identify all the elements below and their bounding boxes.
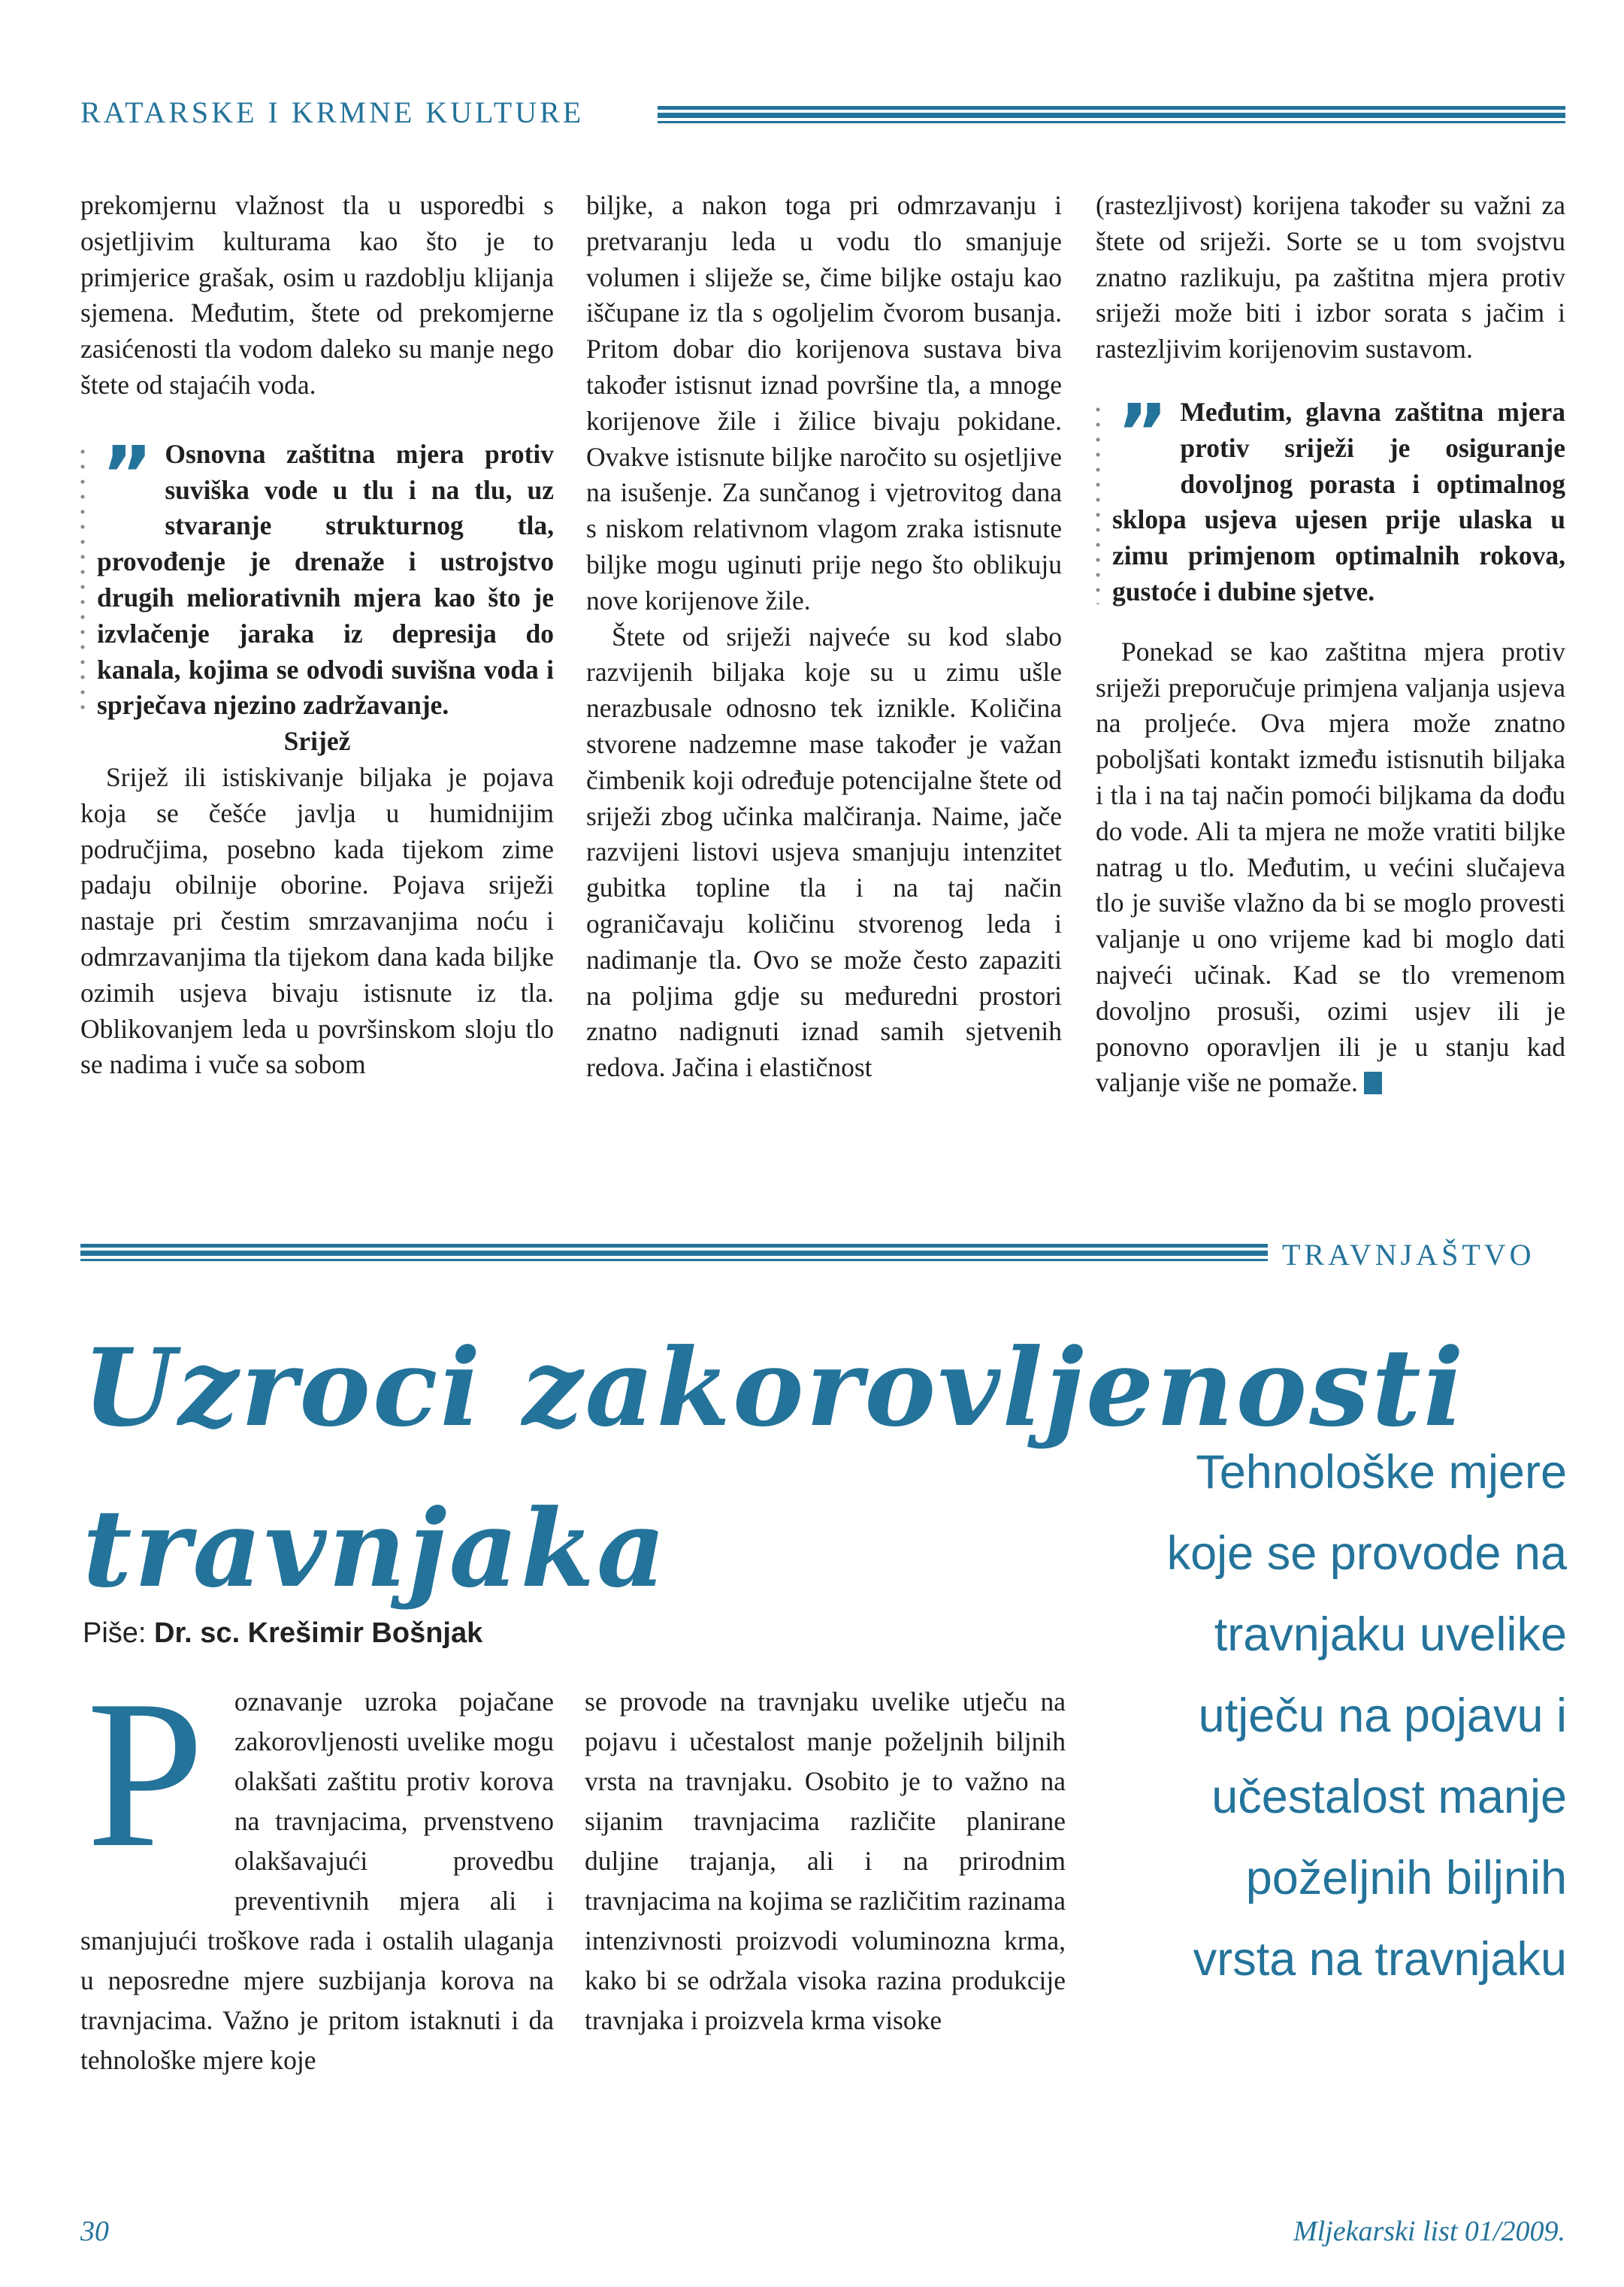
paragraph: Štete od sriježi najveće su kod slabo razvijenih biljaka koje su u zimu ušle nerazbusale odnosno tek iznikle. Količina stvorene nadzemne mase također je važan čimbenik koji određuje potencijalne štete od sriježi zbog učinka malčiranja. Naime, jače razvijeni listovi usjeva smanjuju intenzitet gubitka topline tla i na taj način ograničavaju količinu stvorenog leda i nadimanje tla. Ovo se može često zapaziti na poljima gdje su međuredni prostori znatno nadignuti iznad samih sjetvenih redova. Jačina i elastičnost: [586, 621, 1062, 1083]
paragraph: Srijež ili istiskivanje biljaka je pojava koja se češće javlja u humidnijim područjima, posebno kada tijekom zime padaju obilnije oborine. Pojava sriježi nastaje pri čestim smrzavanjima noću i odmrzavanjima tla tijekom dana kada biljke ozimih usjeva bivaju istisnute iz tla. Oblikovanjem leda u površinskom sloju tlo se nadima i vuče sa sobom: [80, 761, 554, 1080]
drop-cap: P: [86, 1656, 204, 1891]
paragraph: [1096, 634, 1565, 1101]
quote-mark-icon: ”: [1117, 386, 1161, 479]
pull-quote-text: Međutim, glavna zaštitna mjera protiv sriježi je osiguranje dovoljnog porasta i optimalnog sklopa usjeva ujesen prije ulaska u zimu primjenom optimalnih rokova, gustoće i dubine sjetve.: [1112, 396, 1565, 607]
pull-quote: [80, 428, 554, 724]
prev-article-column-2: [586, 188, 1062, 1086]
paragraph: prekomjernu vlažnost tla u usporedbi s osjetljivim kulturama kao što je to primjerice grašak, osim u razdoblju klijanja sjemena. Međutim, štete od prekomjerne zasićenosti tla vodom daleko su manje nego štete od stajaćih voda.: [80, 190, 554, 400]
byline-prefix: Piše:: [83, 1617, 147, 1649]
section-header: RATARSKE I KRMNE KULTURE: [80, 95, 585, 129]
byline-author: Dr. sc. Krešimir Bošnjak: [154, 1617, 483, 1649]
paragraph: oznavanje uzroka pojačane zakorovljenosti uvelike mogu olakšati zaštitu protiv korova na travnjacima, prvenstveno olakšavajući provedbu preventivnih mjera ali i smanjujući troškove rada i ostalih ulaganja u neposredne mjere suzbijanja korova na travnjacima. Važno je pritom istaknuti i da tehnološke mjere koje: [80, 1687, 554, 2075]
prev-article-column-3: [1096, 188, 1565, 1101]
magazine-issue: Mljekarski list 01/2009.: [1293, 2216, 1565, 2247]
page-number: 30: [80, 2216, 109, 2247]
section-rule: [80, 1242, 1268, 1264]
paragraph: biljke, a nakon toga pri odmrzavanju i pretvaranju leda u vodu tlo smanjuje volumen i sliježe se, čime biljke ostaju kao iščupane iz tla s ogoljelim čvorom busanja. Pritom dobar dio korijenova sustava biva također istisnut iznad površine tla, a mnoge korijenove žile i žilice bivaju pokidane. Ovakve istisnute biljke naročito su osjetljive na isušenje. Za sunčanog i vjetrovitog dana s niskom relativnom vlagom zraka istisnute biljke mogu uginuti prije nego što oblikuju nove korijenove žile.: [586, 190, 1062, 616]
byline: [83, 1617, 482, 1650]
quote-mark-icon: ”: [101, 428, 146, 521]
pull-quote-text: Osnovna zaštitna mjera protiv suviška vode u tlu i na tlu, uz stvaranje strukturnog tla, provođenje je drenaže i ustrojstvo drugih meliorativnih mjera kao što je izvlačenje jaraka iz depresija do kanala, kojima se odvodi suvišna voda i sprječava njezino zadržavanje.: [97, 438, 554, 721]
pull-quote: [1096, 386, 1565, 610]
paragraph: (rastezljivost) korijena također su važni za štete od sriježi. Sorte se u tom svojstvu znatno razlikuju, pa zaštitna mjera protiv sriježi može biti i izbor sorata s jačim i rastezljivim korijenovim sustavom.: [1096, 190, 1565, 365]
dotted-rule: [80, 444, 85, 718]
prev-article-column-1: [80, 188, 554, 1083]
header-rule: [658, 104, 1565, 126]
sidebar-quote: Tehnološke mjere koje se provode na travnjaku uvelike utječu na pojavu i učestalost manje poželjnih biljnih vrsta na travnjaku: [1166, 1446, 1567, 1986]
dotted-rule: [1096, 402, 1100, 604]
article-column-1: [80, 1656, 554, 2080]
title-line-2: travnjaka: [83, 1487, 668, 1611]
paragraph-text: Ponekad se kao zaštitna mjera protiv sriježi preporučuje primjena valjanja usjeva na proljeće. Ova mjera može znatno poboljšati kontakt između istisnutih biljaka i tla i na taj način pomoći biljkama da dođu do vode. Ali ta mjera ne može vratiti biljke natrag u tlo. Međutim, u većini slučajeva tlo je suviše vlažno da bi se moglo provesti valjanje u ono vrijeme kad bi moglo dati najveći učinak. Kad se tlo vremenom dovoljno prosuši, ozimi usjev ili je ponovno oporavljen ili je u stanju kad valjanje više ne pomaže.: [1096, 636, 1565, 1098]
title-line-1: Uzroci zakorovljenosti: [83, 1326, 1466, 1451]
subheading: Srijež: [283, 726, 351, 757]
section-label: TRAVNJAŠTVO: [1282, 1238, 1535, 1272]
article-column-2: se provode na travnjaku uvelike utječu na pojavu i učestalost manje poželjnih biljnih vrsta na travnjaku. Osobito je to važno na sijanim travnjacima različite planirane duljine trajanja, ali i na prirodnim travnjacima na kojima se različitim razinama intenzivnosti proizvodi voluminozna krma, kako bi se održala visoka razina produkcije travnjaka i proizvela krma visoke: [585, 1687, 1066, 2035]
end-of-article-icon: [1364, 1072, 1382, 1094]
